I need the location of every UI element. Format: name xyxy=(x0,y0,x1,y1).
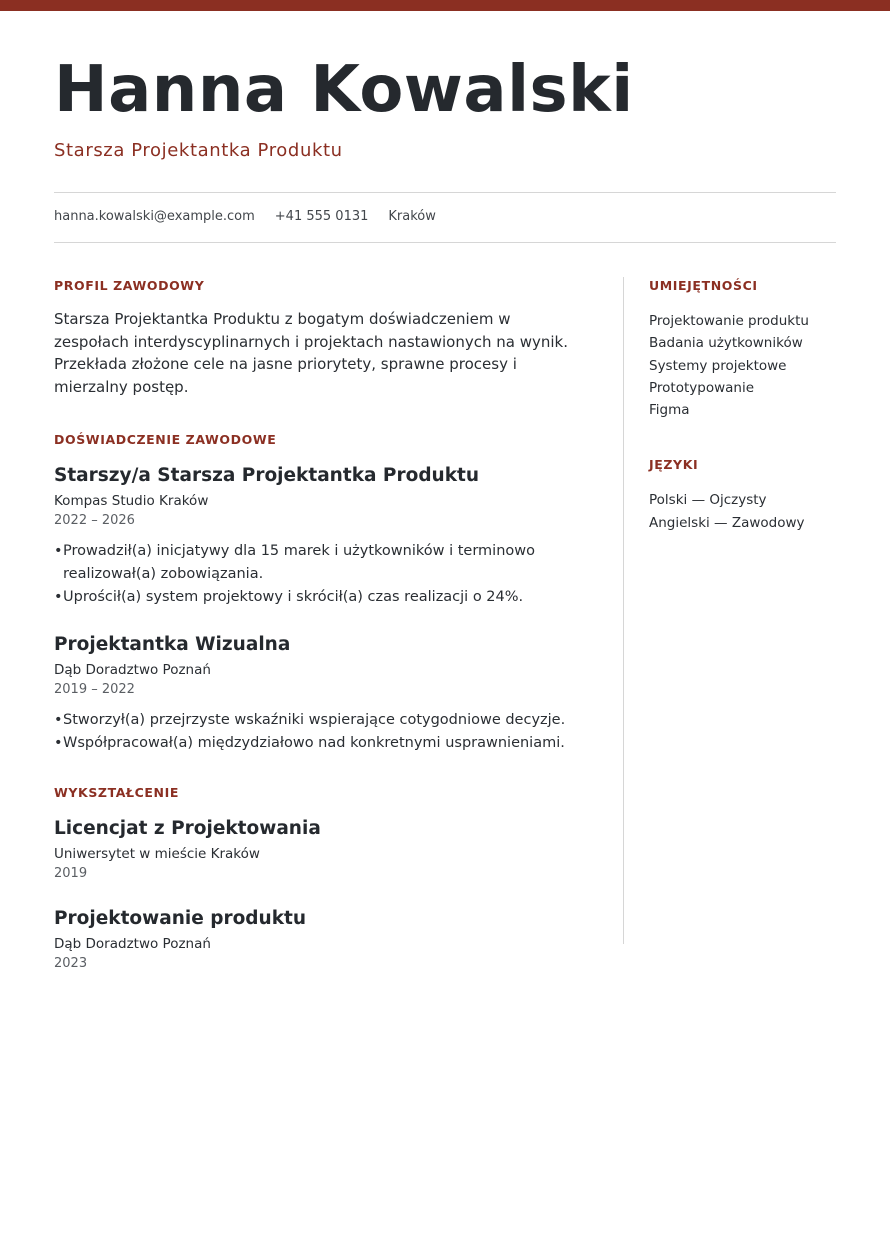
profile-section xyxy=(54,278,599,398)
skills-list xyxy=(649,310,849,421)
job-dates: 2022 – 2026 xyxy=(54,513,135,528)
experience-section xyxy=(54,432,599,755)
bullet-dot: • xyxy=(54,712,63,728)
contact-city: Kraków xyxy=(388,209,436,224)
bullet-text: Uprościł(a) system projektowy i skrócił(a) czas realizacji o 24%. xyxy=(63,589,524,605)
job-bullet xyxy=(54,540,599,586)
job-bullet xyxy=(54,586,599,609)
education-year: 2019 xyxy=(54,866,88,881)
bullet-dot: • xyxy=(54,735,63,751)
language-item: Angielski — Zawodowy xyxy=(649,514,805,531)
job-title: Starszy/a Starsza Projektantka Produktu xyxy=(54,465,480,486)
divider-bottom xyxy=(54,242,836,243)
candidate-name: Hanna Kowalski xyxy=(54,53,634,127)
profile-heading: PROFIL ZAWODOWY xyxy=(54,278,205,293)
degree-title: Licencjat z Projektowania xyxy=(54,818,321,839)
job-bullet xyxy=(54,709,599,732)
skill-item: Figma xyxy=(649,402,690,419)
bullet-dot: • xyxy=(54,589,63,605)
job-bullets xyxy=(54,540,599,609)
contact-phone[interactable]: +41 555 0131 xyxy=(274,209,369,224)
skill-item: Projektowanie produktu xyxy=(649,313,809,329)
job-company: Kompas Studio Kraków xyxy=(54,493,209,509)
language-item: Polski — Ojczysty xyxy=(649,492,767,509)
languages-list xyxy=(649,489,849,534)
job-dates: 2019 – 2022 xyxy=(54,682,135,697)
divider-top xyxy=(54,192,836,193)
contact-bar xyxy=(54,209,436,224)
job-entry xyxy=(54,633,599,755)
job-bullets xyxy=(54,709,599,755)
skill-item: Systemy projektowe xyxy=(649,357,787,374)
school-name: Uniwersytet w mieście Kraków xyxy=(54,846,260,862)
column-divider xyxy=(623,277,624,944)
bullet-dot: • xyxy=(54,543,63,559)
job-title-subtitle: Starsza Projektantka Produktu xyxy=(54,140,343,161)
skill-item: Badania użytkowników xyxy=(649,335,803,352)
bullet-text: Stworzył(a) przejrzyste wskaźniki wspierające cotygodniowe decyzje. xyxy=(63,712,566,728)
education-entry xyxy=(54,907,599,973)
main-column xyxy=(54,278,599,973)
job-bullet xyxy=(54,732,599,755)
languages-section xyxy=(649,457,849,534)
bullet-text: Współpracował(a) międzydziałowo nad konkretnymi usprawnieniami. xyxy=(63,735,565,751)
degree-title: Projektowanie produktu xyxy=(54,908,307,929)
skills-section xyxy=(649,278,849,421)
education-entry xyxy=(54,817,599,883)
bullet-text: Prowadził(a) inicjatywy dla 15 marek i użytkowników i terminowo realizował(a) zobowiązania. xyxy=(63,543,535,582)
contact-email[interactable]: hanna.kowalski@example.com xyxy=(54,209,255,224)
job-title: Projektantka Wizualna xyxy=(54,634,291,655)
school-name: Dąb Doradztwo Poznań xyxy=(54,936,211,952)
profile-text: Starsza Projektantka Produktu z bogatym doświadczeniem w zespołach interdyscyplinarnych i projektach nastawionych na wynik. Przekłada złożone cele na jasne priorytety, sprawne procesy i mierzalny postęp. xyxy=(54,310,568,396)
education-section xyxy=(54,785,599,973)
skill-item: Prototypowanie xyxy=(649,379,755,396)
job-entry xyxy=(54,464,599,609)
job-company: Dąb Doradztwo Poznań xyxy=(54,662,211,678)
skills-heading: UMIEJĘTNOŚCI xyxy=(649,278,758,293)
side-column xyxy=(649,278,849,534)
experience-heading: DOŚWIADCZENIE ZAWODOWE xyxy=(54,432,277,447)
education-heading: WYKSZTAŁCENIE xyxy=(54,785,180,800)
top-accent-bar xyxy=(0,0,890,11)
education-year: 2023 xyxy=(54,956,88,971)
languages-heading: JĘZYKI xyxy=(649,457,699,473)
